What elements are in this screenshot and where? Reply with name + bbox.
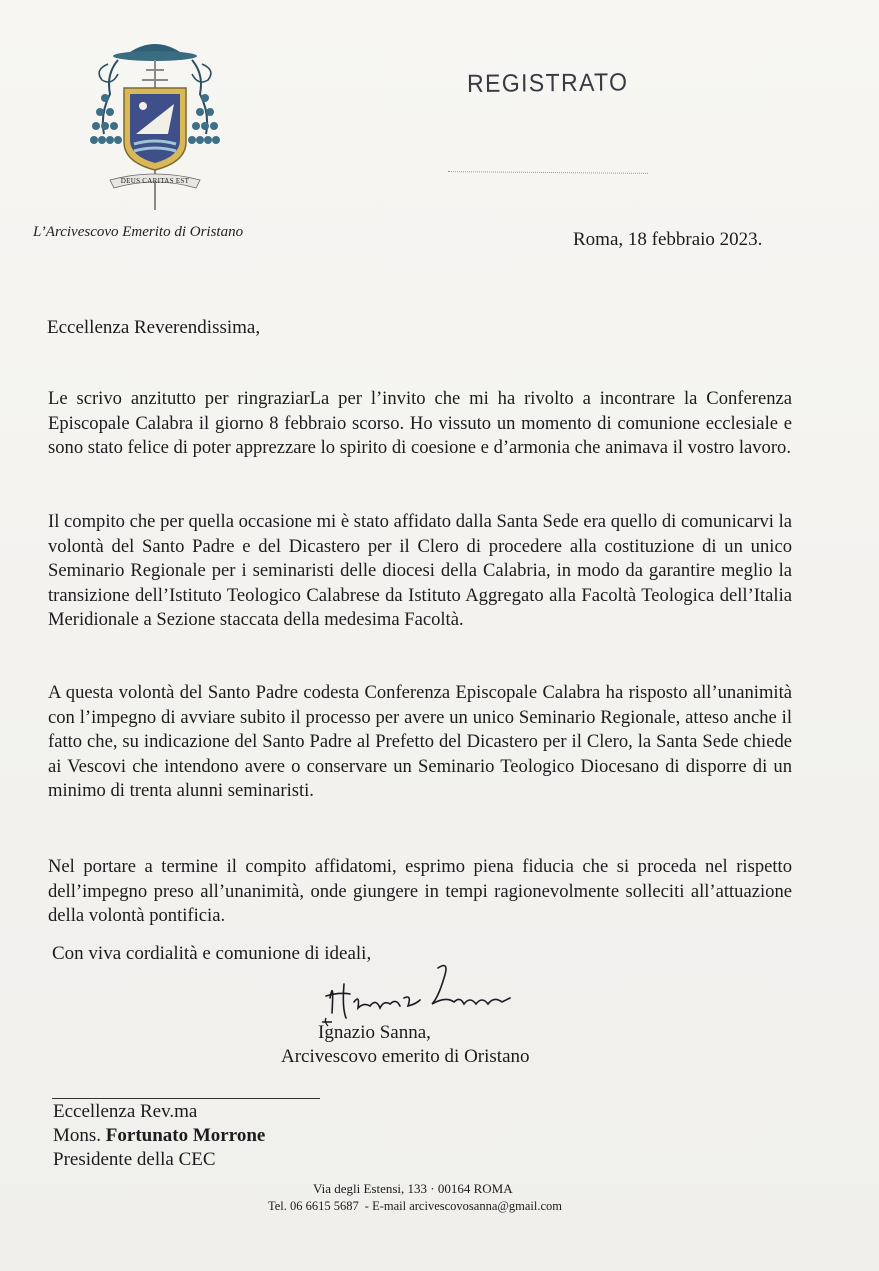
signatory-role: Arcivescovo emerito di Oristano bbox=[281, 1046, 530, 1067]
paragraph: Le scrivo anzitutto per ringraziarLa per l’invito che mi ha rivolto a incontrare la Conferenza Episcopale Calabra il giorno 8 febbraio scorso. Ho vissuto un momento di comunione ecclesiale e sono stato felice di poter apprezzare lo spirito di coesione e d’armonia che animava il vostro lavoro. bbox=[48, 388, 792, 459]
crest-motto: DEUS CARITAS EST bbox=[120, 177, 190, 185]
footer-email: - E-mail arcivescovosanna@gmail.com bbox=[364, 1199, 563, 1213]
recipient-honorific: Eccellenza Rev.ma bbox=[53, 1101, 198, 1122]
closing-line: Con viva cordialità e comunione di ideali, bbox=[52, 943, 372, 964]
footer-contact bbox=[268, 1199, 562, 1214]
letter-date: Roma, 18 febbraio 2023. bbox=[573, 229, 763, 250]
footer-address: Via degli Estensi, 133 · 00164 ROMA bbox=[313, 1181, 513, 1196]
salutation: Eccellenza Reverendissima, bbox=[47, 317, 261, 338]
recipient-name-line bbox=[53, 1124, 265, 1148]
recipient-prefix: Mons. bbox=[53, 1125, 106, 1146]
paragraph: Il compito che per quella occasione mi è stato affidato dalla Santa Sede era quello di comunicarvi la volontà del Santo Padre e del Dicastero per il Clero di procedere alla costituzione di un unico Seminario Regionale per i seminaristi delle diocesi della Calabria, in modo da garantire meglio la transizione dell’Istituto Teologico Calabrese da Istituto Aggregato alla Facoltà Teologica dell’Italia Meridionale a Sezione staccata della medesima Facoltà. bbox=[48, 511, 792, 631]
signatory-name: Ignazio Sanna, bbox=[318, 1022, 431, 1043]
handwritten-signature bbox=[320, 958, 520, 1028]
recipient-block bbox=[53, 1100, 265, 1172]
recipient-divider bbox=[52, 1098, 320, 1099]
recipient-title: Presidente della CEC bbox=[53, 1149, 216, 1170]
episcopal-crest bbox=[88, 34, 222, 212]
registration-stamp: REGISTRATO bbox=[467, 68, 629, 98]
footer-phone: Tel. 06 6615 5687 bbox=[268, 1199, 359, 1213]
paragraph: Nel portare a termine il compito affidatomi, esprimo piena fiducia che si proceda nel rispetto dell’impegno preso all’unanimità, onde giungere in tempi ragionevolmente solleciti all’attuazione della volontà pontificia. bbox=[48, 856, 792, 927]
stamp-underline bbox=[448, 171, 648, 174]
recipient-name: Fortunato Morrone bbox=[105, 1125, 266, 1146]
sender-title: L’Arcivescovo Emerito di Oristano bbox=[33, 224, 244, 240]
paragraph: A questa volontà del Santo Padre codesta Conferenza Episcopale Calabra ha risposto all’unanimità con l’impegno di avviare subito il processo per avere un unico Seminario Regionale, atteso anche il fatto che, su indicazione del Santo Padre al Prefetto del Dicastero per il Clero, la Santa Sede chiede ai Vescovi che intendono avere o conservare un Seminario Teologico Diocesano di disporre di un minimo di trenta alunni seminaristi. bbox=[48, 682, 792, 802]
